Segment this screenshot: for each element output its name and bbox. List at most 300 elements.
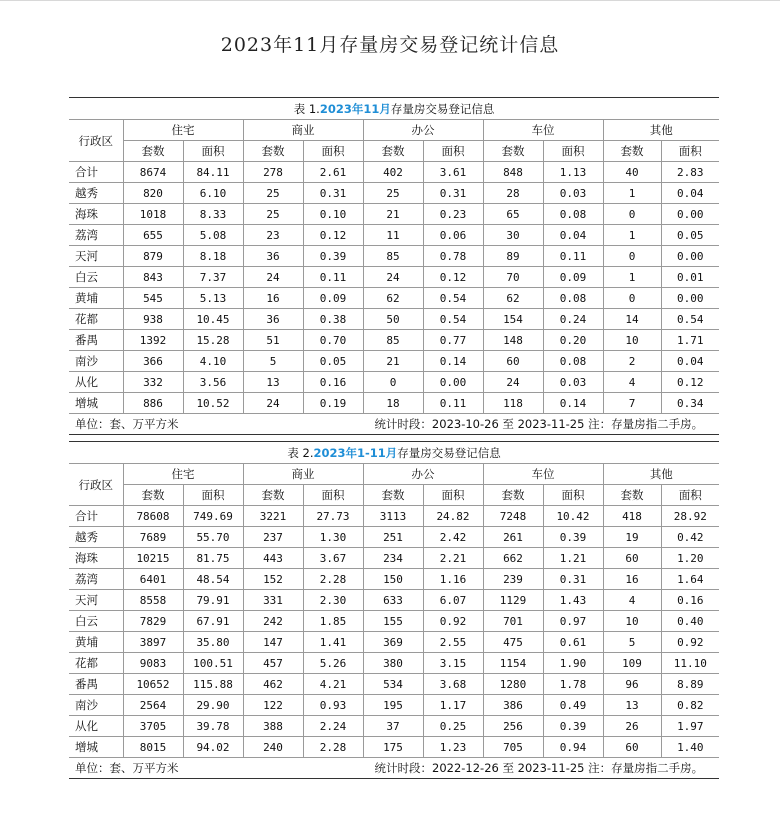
count-cell: 24 — [243, 267, 303, 288]
area-cell: 0.08 — [543, 351, 603, 372]
count-cell: 10 — [603, 330, 661, 351]
area-cell: 2.30 — [303, 590, 363, 611]
area-cell: 1.23 — [423, 737, 483, 758]
subheader-count: 套数 — [123, 141, 183, 162]
table-year-to-date — [69, 441, 719, 779]
count-cell: 7689 — [123, 527, 183, 548]
header-commercial: 商业 — [243, 464, 363, 485]
count-cell: 65 — [483, 204, 543, 225]
count-cell: 0 — [363, 372, 423, 393]
count-cell: 239 — [483, 569, 543, 590]
count-cell: 89 — [483, 246, 543, 267]
subheader-area: 面积 — [661, 141, 719, 162]
area-cell: 1.17 — [423, 695, 483, 716]
header-office: 办公 — [363, 464, 483, 485]
count-cell: 13 — [603, 695, 661, 716]
footer-period: 统计时段：2023-10-26 至 2023-11-25 注：存量房指二手房。 — [374, 417, 704, 431]
count-cell: 152 — [243, 569, 303, 590]
district-name: 从化 — [69, 372, 123, 393]
header-other: 其他 — [603, 120, 719, 141]
district-name: 天河 — [69, 246, 123, 267]
area-cell: 28.92 — [661, 506, 719, 527]
count-cell: 13 — [243, 372, 303, 393]
area-cell: 55.70 — [183, 527, 243, 548]
area-cell: 0.78 — [423, 246, 483, 267]
area-cell: 8.18 — [183, 246, 243, 267]
area-cell: 79.91 — [183, 590, 243, 611]
table-row — [69, 246, 719, 267]
count-cell: 380 — [363, 653, 423, 674]
header-parking: 车位 — [483, 464, 603, 485]
area-cell: 1.41 — [303, 632, 363, 653]
count-cell: 85 — [363, 246, 423, 267]
area-cell: 0.04 — [661, 351, 719, 372]
area-cell: 0.14 — [543, 393, 603, 414]
table-row — [69, 695, 719, 716]
header-residential: 住宅 — [123, 120, 243, 141]
subheader-area: 面积 — [303, 485, 363, 506]
area-cell: 3.61 — [423, 162, 483, 183]
area-cell: 0.93 — [303, 695, 363, 716]
count-cell: 7829 — [123, 611, 183, 632]
subheader-count: 套数 — [363, 141, 423, 162]
district-name: 荔湾 — [69, 569, 123, 590]
count-cell: 122 — [243, 695, 303, 716]
count-cell: 7 — [603, 393, 661, 414]
caption-prefix: 表 1. — [293, 101, 320, 116]
count-cell: 2564 — [123, 695, 183, 716]
area-cell: 7.37 — [183, 267, 243, 288]
area-cell: 2.42 — [423, 527, 483, 548]
district-name: 番禺 — [69, 330, 123, 351]
subheader-area: 面积 — [543, 485, 603, 506]
district-name: 荔湾 — [69, 225, 123, 246]
area-cell: 84.11 — [183, 162, 243, 183]
area-cell: 115.88 — [183, 674, 243, 695]
area-cell: 0.49 — [543, 695, 603, 716]
count-cell: 155 — [363, 611, 423, 632]
area-cell: 5.08 — [183, 225, 243, 246]
count-cell: 237 — [243, 527, 303, 548]
count-cell: 705 — [483, 737, 543, 758]
area-cell: 1.21 — [543, 548, 603, 569]
table-row — [69, 351, 719, 372]
count-cell: 60 — [483, 351, 543, 372]
count-cell: 23 — [243, 225, 303, 246]
district-name: 白云 — [69, 267, 123, 288]
area-cell: 1.97 — [661, 716, 719, 737]
caption-suffix: 存量房交易登记信息 — [390, 101, 495, 116]
district-name: 从化 — [69, 716, 123, 737]
area-cell: 1.90 — [543, 653, 603, 674]
district-name: 南沙 — [69, 351, 123, 372]
area-cell: 4.21 — [303, 674, 363, 695]
count-cell: 234 — [363, 548, 423, 569]
count-cell: 701 — [483, 611, 543, 632]
table-row — [69, 372, 719, 393]
area-cell: 94.02 — [183, 737, 243, 758]
count-cell: 848 — [483, 162, 543, 183]
area-cell: 3.68 — [423, 674, 483, 695]
count-cell: 10 — [603, 611, 661, 632]
count-cell: 3897 — [123, 632, 183, 653]
count-cell: 195 — [363, 695, 423, 716]
count-cell: 1 — [603, 267, 661, 288]
count-cell: 147 — [243, 632, 303, 653]
count-cell: 462 — [243, 674, 303, 695]
count-cell: 14 — [603, 309, 661, 330]
count-cell: 40 — [603, 162, 661, 183]
count-cell: 51 — [243, 330, 303, 351]
count-cell: 366 — [123, 351, 183, 372]
area-cell: 1.85 — [303, 611, 363, 632]
count-cell: 96 — [603, 674, 661, 695]
count-cell: 154 — [483, 309, 543, 330]
count-cell: 30 — [483, 225, 543, 246]
count-cell: 4 — [603, 590, 661, 611]
count-cell: 655 — [123, 225, 183, 246]
area-cell: 1.30 — [303, 527, 363, 548]
area-cell: 0.61 — [543, 632, 603, 653]
count-cell: 1 — [603, 225, 661, 246]
area-cell: 0.06 — [423, 225, 483, 246]
area-cell: 0.31 — [303, 183, 363, 204]
table-footer — [69, 414, 719, 435]
subheader-count: 套数 — [483, 485, 543, 506]
area-cell: 6.07 — [423, 590, 483, 611]
count-cell: 5 — [243, 351, 303, 372]
subheader-area: 面积 — [423, 485, 483, 506]
count-cell: 1154 — [483, 653, 543, 674]
area-cell: 39.78 — [183, 716, 243, 737]
area-cell: 0.40 — [661, 611, 719, 632]
area-cell: 0.54 — [423, 288, 483, 309]
subheader-area: 面积 — [423, 141, 483, 162]
area-cell: 3.67 — [303, 548, 363, 569]
subheader-count: 套数 — [363, 485, 423, 506]
district-name: 越秀 — [69, 527, 123, 548]
table-caption — [69, 442, 719, 464]
count-cell: 457 — [243, 653, 303, 674]
count-cell: 50 — [363, 309, 423, 330]
count-cell: 6401 — [123, 569, 183, 590]
footer-period: 统计时段：2022-12-26 至 2023-11-25 注：存量房指二手房。 — [374, 761, 704, 775]
footer-unit: 单位：套、万平方米 — [75, 761, 179, 775]
area-cell: 10.52 — [183, 393, 243, 414]
count-cell: 9083 — [123, 653, 183, 674]
count-cell: 820 — [123, 183, 183, 204]
header-residential: 住宅 — [123, 464, 243, 485]
table-row — [69, 162, 719, 183]
area-cell: 0.39 — [543, 716, 603, 737]
area-cell: 1.78 — [543, 674, 603, 695]
area-cell: 0.24 — [543, 309, 603, 330]
count-cell: 534 — [363, 674, 423, 695]
count-cell: 70 — [483, 267, 543, 288]
count-cell: 37 — [363, 716, 423, 737]
count-cell: 26 — [603, 716, 661, 737]
count-cell: 3705 — [123, 716, 183, 737]
area-cell: 0.12 — [661, 372, 719, 393]
count-cell: 28 — [483, 183, 543, 204]
area-cell: 0.12 — [423, 267, 483, 288]
area-cell: 0.20 — [543, 330, 603, 351]
district-name: 合计 — [69, 506, 123, 527]
table-row — [69, 548, 719, 569]
area-cell: 0.05 — [303, 351, 363, 372]
header-district: 行政区 — [69, 120, 123, 162]
table-body — [69, 162, 719, 414]
subheader-count: 套数 — [243, 485, 303, 506]
count-cell: 25 — [243, 183, 303, 204]
subheader-count: 套数 — [123, 485, 183, 506]
area-cell: 0.00 — [661, 288, 719, 309]
subheader-row — [69, 141, 719, 162]
table-monthly — [69, 97, 719, 435]
subheader-count: 套数 — [243, 141, 303, 162]
district-name: 增城 — [69, 393, 123, 414]
area-cell: 0.16 — [661, 590, 719, 611]
table-row — [69, 569, 719, 590]
area-cell: 3.15 — [423, 653, 483, 674]
area-cell: 0.01 — [661, 267, 719, 288]
area-cell: 4.10 — [183, 351, 243, 372]
area-cell: 29.90 — [183, 695, 243, 716]
district-name: 增城 — [69, 737, 123, 758]
table-row — [69, 737, 719, 758]
area-cell: 1.43 — [543, 590, 603, 611]
district-name: 海珠 — [69, 548, 123, 569]
area-cell: 1.64 — [661, 569, 719, 590]
header-other: 其他 — [603, 464, 719, 485]
area-cell: 0.05 — [661, 225, 719, 246]
area-cell: 15.28 — [183, 330, 243, 351]
count-cell: 879 — [123, 246, 183, 267]
area-cell: 0.14 — [423, 351, 483, 372]
area-cell: 0.54 — [423, 309, 483, 330]
area-cell: 11.10 — [661, 653, 719, 674]
count-cell: 261 — [483, 527, 543, 548]
area-cell: 0.10 — [303, 204, 363, 225]
count-cell: 2 — [603, 351, 661, 372]
district-name: 花都 — [69, 653, 123, 674]
subheader-area: 面积 — [183, 141, 243, 162]
area-cell: 8.89 — [661, 674, 719, 695]
table-body — [69, 506, 719, 758]
area-cell: 2.83 — [661, 162, 719, 183]
area-cell: 0.39 — [543, 527, 603, 548]
area-cell: 0.09 — [543, 267, 603, 288]
area-cell: 27.73 — [303, 506, 363, 527]
area-cell: 0.25 — [423, 716, 483, 737]
count-cell: 251 — [363, 527, 423, 548]
caption-prefix: 表 2. — [287, 445, 314, 460]
document-title: 2023年11月存量房交易登记统计信息 — [220, 34, 560, 56]
area-cell: 0.92 — [423, 611, 483, 632]
count-cell: 1 — [603, 183, 661, 204]
table-row — [69, 590, 719, 611]
area-cell: 10.45 — [183, 309, 243, 330]
area-cell: 3.56 — [183, 372, 243, 393]
area-cell: 0.03 — [543, 372, 603, 393]
area-cell: 2.24 — [303, 716, 363, 737]
caption-suffix: 存量房交易登记信息 — [397, 445, 501, 460]
count-cell: 1129 — [483, 590, 543, 611]
caption-period: 2023年11月 — [319, 101, 391, 116]
header-district: 行政区 — [69, 464, 123, 506]
area-cell: 6.10 — [183, 183, 243, 204]
area-cell: 1.13 — [543, 162, 603, 183]
district-name: 海珠 — [69, 204, 123, 225]
count-cell: 175 — [363, 737, 423, 758]
area-cell: 1.20 — [661, 548, 719, 569]
area-cell: 0.03 — [543, 183, 603, 204]
count-cell: 0 — [603, 288, 661, 309]
area-cell: 2.61 — [303, 162, 363, 183]
count-cell: 25 — [363, 183, 423, 204]
count-cell: 16 — [243, 288, 303, 309]
count-cell: 1392 — [123, 330, 183, 351]
count-cell: 386 — [483, 695, 543, 716]
count-cell: 19 — [603, 527, 661, 548]
count-cell: 633 — [363, 590, 423, 611]
area-cell: 2.55 — [423, 632, 483, 653]
table-row — [69, 716, 719, 737]
header-office: 办公 — [363, 120, 483, 141]
count-cell: 25 — [243, 204, 303, 225]
area-cell: 0.11 — [423, 393, 483, 414]
area-cell: 5.26 — [303, 653, 363, 674]
subheader-area: 面积 — [543, 141, 603, 162]
table-row — [69, 674, 719, 695]
count-cell: 78608 — [123, 506, 183, 527]
table-row — [69, 632, 719, 653]
district-name: 合计 — [69, 162, 123, 183]
table-row — [69, 330, 719, 351]
area-cell: 0.09 — [303, 288, 363, 309]
area-cell: 2.21 — [423, 548, 483, 569]
count-cell: 109 — [603, 653, 661, 674]
area-cell: 0.70 — [303, 330, 363, 351]
table-row — [69, 527, 719, 548]
area-cell: 0.04 — [543, 225, 603, 246]
count-cell: 4 — [603, 372, 661, 393]
count-cell: 118 — [483, 393, 543, 414]
count-cell: 545 — [123, 288, 183, 309]
table-caption — [69, 98, 719, 120]
count-cell: 0 — [603, 246, 661, 267]
count-cell: 21 — [363, 204, 423, 225]
count-cell: 418 — [603, 506, 661, 527]
count-cell: 256 — [483, 716, 543, 737]
count-cell: 938 — [123, 309, 183, 330]
count-cell: 21 — [363, 351, 423, 372]
subheader-count: 套数 — [603, 141, 661, 162]
area-cell: 35.80 — [183, 632, 243, 653]
count-cell: 62 — [363, 288, 423, 309]
area-cell: 0.77 — [423, 330, 483, 351]
district-name: 白云 — [69, 611, 123, 632]
area-cell: 1.16 — [423, 569, 483, 590]
area-cell: 67.91 — [183, 611, 243, 632]
area-cell: 5.13 — [183, 288, 243, 309]
count-cell: 443 — [243, 548, 303, 569]
area-cell: 0.97 — [543, 611, 603, 632]
count-cell: 24 — [243, 393, 303, 414]
area-cell: 0.31 — [423, 183, 483, 204]
subheader-area: 面积 — [183, 485, 243, 506]
area-cell: 0.12 — [303, 225, 363, 246]
count-cell: 24 — [483, 372, 543, 393]
area-cell: 0.08 — [543, 204, 603, 225]
area-cell: 0.23 — [423, 204, 483, 225]
count-cell: 240 — [243, 737, 303, 758]
district-name: 黄埔 — [69, 288, 123, 309]
count-cell: 7248 — [483, 506, 543, 527]
footer-unit: 单位：套、万平方米 — [75, 417, 179, 431]
count-cell: 62 — [483, 288, 543, 309]
count-cell: 8674 — [123, 162, 183, 183]
count-cell: 8558 — [123, 590, 183, 611]
area-cell: 1.71 — [661, 330, 719, 351]
district-name: 花都 — [69, 309, 123, 330]
count-cell: 85 — [363, 330, 423, 351]
area-cell: 0.82 — [661, 695, 719, 716]
count-cell: 1280 — [483, 674, 543, 695]
page-top-border — [0, 0, 780, 1]
district-name: 越秀 — [69, 183, 123, 204]
count-cell: 886 — [123, 393, 183, 414]
count-cell: 3113 — [363, 506, 423, 527]
count-cell: 332 — [123, 372, 183, 393]
area-cell: 0.00 — [661, 246, 719, 267]
count-cell: 18 — [363, 393, 423, 414]
count-cell: 24 — [363, 267, 423, 288]
area-cell: 0.00 — [423, 372, 483, 393]
subheader-count: 套数 — [603, 485, 661, 506]
area-cell: 2.28 — [303, 737, 363, 758]
table-row — [69, 225, 719, 246]
table-row — [69, 183, 719, 204]
district-name: 南沙 — [69, 695, 123, 716]
area-cell: 0.38 — [303, 309, 363, 330]
area-cell: 0.04 — [661, 183, 719, 204]
table-row — [69, 288, 719, 309]
area-cell: 0.19 — [303, 393, 363, 414]
area-cell: 0.34 — [661, 393, 719, 414]
count-cell: 1018 — [123, 204, 183, 225]
header-commercial: 商业 — [243, 120, 363, 141]
count-cell: 60 — [603, 737, 661, 758]
count-cell: 60 — [603, 548, 661, 569]
table-row — [69, 611, 719, 632]
count-cell: 402 — [363, 162, 423, 183]
count-cell: 331 — [243, 590, 303, 611]
count-cell: 11 — [363, 225, 423, 246]
subheader-row — [69, 485, 719, 506]
table-footer — [69, 758, 719, 779]
count-cell: 0 — [603, 204, 661, 225]
header-parking: 车位 — [483, 120, 603, 141]
count-cell: 475 — [483, 632, 543, 653]
area-cell: 1.40 — [661, 737, 719, 758]
area-cell: 0.16 — [303, 372, 363, 393]
count-cell: 8015 — [123, 737, 183, 758]
table-row — [69, 393, 719, 414]
area-cell: 0.94 — [543, 737, 603, 758]
count-cell: 369 — [363, 632, 423, 653]
district-name: 天河 — [69, 590, 123, 611]
